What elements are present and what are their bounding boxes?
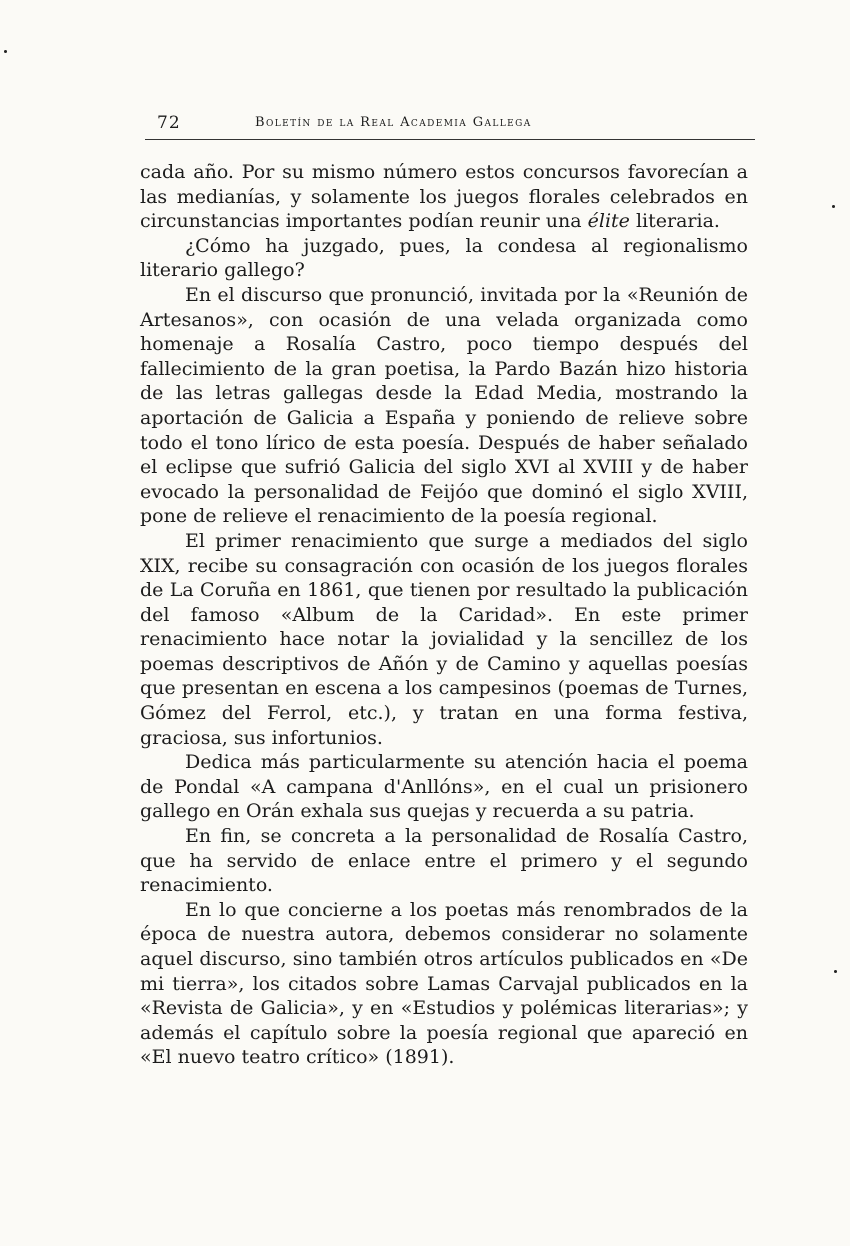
paragraph: Dedica más particularmente su atención hacia el poema de Pondal «A campana d'Anllóns», en el cual un prisionero gallego en Orán exhala sus quejas y recuerda a su patria.: [140, 751, 748, 823]
paragraph: En fin, se concreta a la personalidad de Rosalía Castro, que ha servido de enlace entre el primero y el segundo renacimiento.: [140, 825, 748, 897]
scan-speck: [4, 50, 7, 53]
paragraph: ¿Cómo ha juzgado, pues, la condesa al regionalismo literario gallego?: [140, 234, 748, 282]
paragraph: cada año. Por su mismo número estos concursos favorecían a las medianías, y solamente los juegos florales celebrados en circunstancias importantes podían reunir una élite literaria.: [140, 161, 748, 233]
paragraph: El primer renacimiento que surge a mediados del siglo XIX, recibe su consagración con ocasión de los juegos florales de La Coruña en 1861, que tienen por resultado la publicación del famoso «Album de la Caridad». En este primer renacimiento hace notar la jovialidad y la sencillez de los poemas descriptivos de Añón y de Camino y aquellas poesías que presentan en escena a los campesinos (poemas de Turnes, Gómez del Ferrol, etc.), y tratan en una forma festiva, graciosa, sus infortunios.: [140, 529, 748, 749]
scan-speck: [832, 205, 835, 208]
body-text: [140, 160, 748, 1070]
page-number: 72: [157, 113, 181, 133]
page-header: [145, 113, 755, 140]
italic-word: élite: [587, 210, 630, 233]
running-title: Boletín de la Real Academia Gallega: [255, 115, 532, 130]
scan-speck: [834, 970, 837, 973]
paragraph: En lo que concierne a los poetas más renombrados de la época de nuestra autora, debemos considerar no solamente aquel discurso, sino también otros artículos publicados en «De mi tierra», los citados sobre Lamas Carvajal publicados en la «Revista de Galicia», y en «Estudios y polémicas literarias»; y además el capítulo sobre la poesía regional que apareció en «El nuevo teatro crítico» (1891).: [140, 898, 748, 1069]
paragraph: En el discurso que pronunció, invitada por la «Reunión de Artesanos», con ocasión de una velada organizada como homenaje a Rosalía Castro, poco tiempo después del fallecimiento de la gran poetisa, la Pardo Bazán hizo historia de las letras gallegas desde la Edad Media, mostrando la aportación de Galicia a España y poniendo de relieve sobre todo el tono lírico de esta poesía. Después de haber señalado el eclipse que sufrió Galicia del siglo XVI al XVIII y de haber evocado la personalidad de Feijóo que dominó el siglo XVIII, pone de relieve el renacimiento de la poesía regional.: [140, 283, 748, 528]
